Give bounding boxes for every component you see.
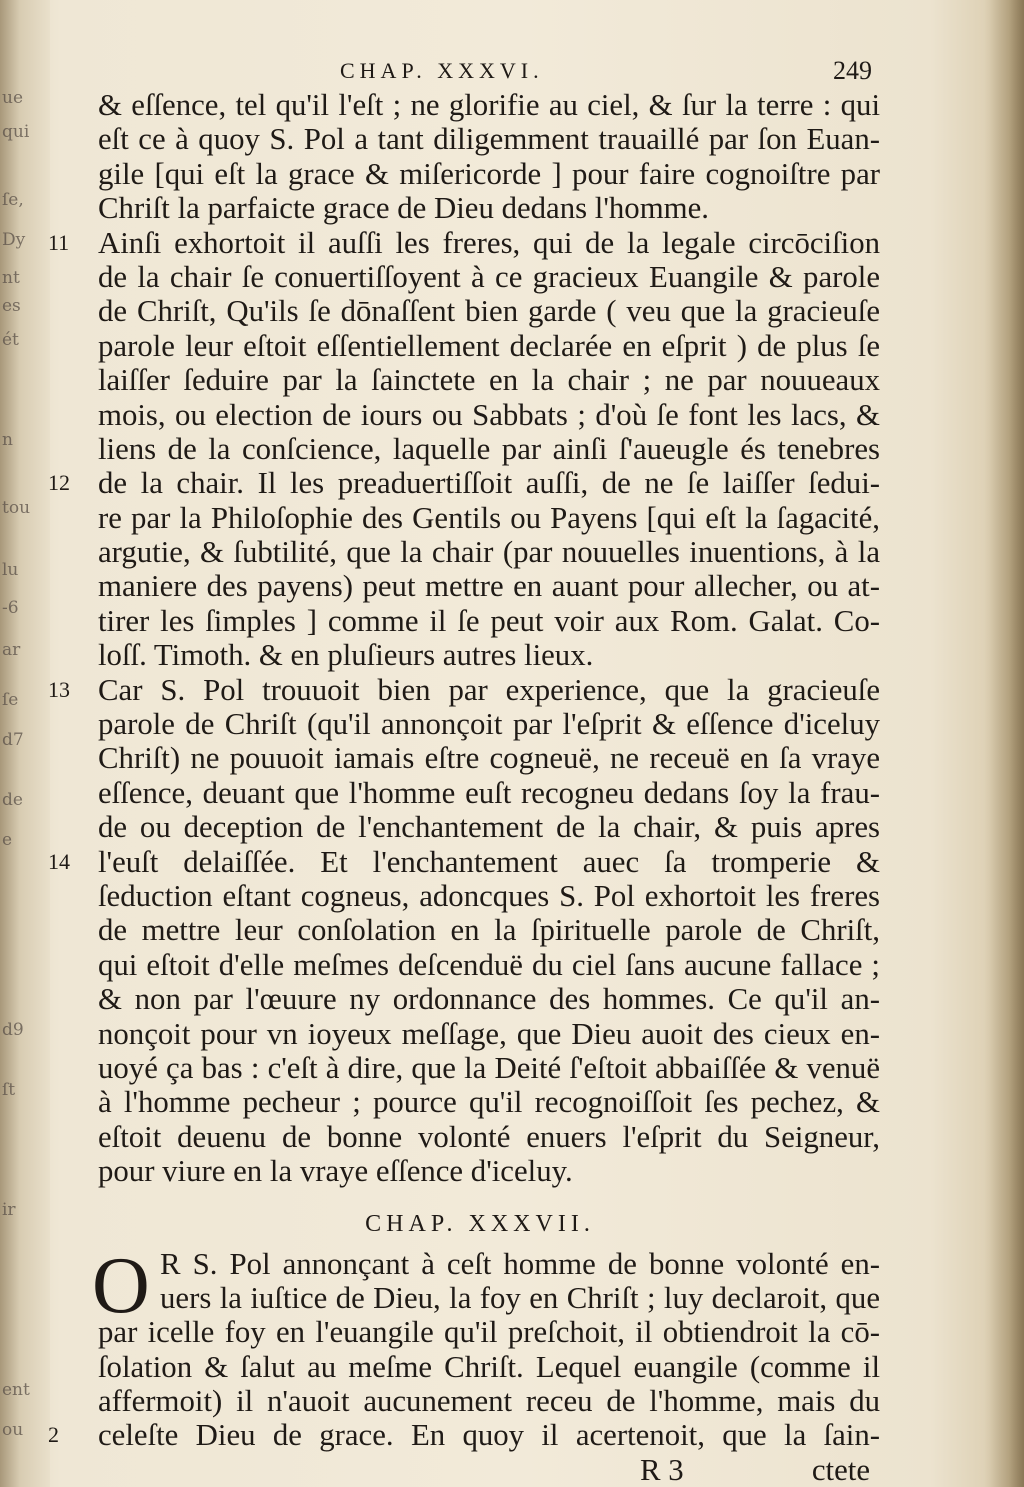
verse-number: 13 xyxy=(48,676,70,702)
line-text-right: Et l'enchantement auec ſa tromperie & xyxy=(320,844,881,879)
verse-number: 14 xyxy=(48,848,70,874)
facing-page-fragment: tou xyxy=(2,498,31,518)
text-line: Chriſt) ne pouuoit iamais eſtre cogneuë, ne receuë en ſa vraye xyxy=(98,741,880,776)
text-line: & eſſence, tel qu'il l'eſt ; ne glorifie au ciel, & ſur la terre : qui xyxy=(98,88,880,122)
facing-page-fragment: nt xyxy=(2,268,20,288)
text-line: argutie, & ſubtilité, que la chair (par nouuelles inuentions, à la xyxy=(98,535,880,570)
text-line: loſſ. Timoth. & en pluſieurs autres lieux. xyxy=(98,638,594,673)
facing-page-fragment: ſe, xyxy=(2,190,24,210)
text-line: Chriſt la parfaicte grace de Dieu dedans l'homme. xyxy=(98,191,709,226)
text-line: tirer les ſimples ] comme il ſe peut voir aux Rom. Galat. Co- xyxy=(98,603,880,638)
facing-page-fragment: ſt xyxy=(2,1080,16,1100)
facing-page-fragment: ue xyxy=(2,88,24,108)
line-text-left: celeſte Dieu de grace. xyxy=(98,1418,394,1453)
text-line: uoyé ça bas : c'eſt à dire, que la Deité ſ'eſtoit abbaiſſée & venuë xyxy=(98,1050,880,1085)
text-line: nonçoit pour vn ioyeux meſſage, que Dieu auoit des cieux en- xyxy=(98,1016,880,1051)
verse-number: 11 xyxy=(48,229,70,255)
text-line: pour viure en la vraye eſſence d'iceluy. xyxy=(98,1154,573,1189)
text-line: par icelle foy en l'euangile qu'il preſchoit, il obtiendroit la cō- xyxy=(98,1315,880,1350)
facing-page-fragment: ou xyxy=(2,1420,24,1440)
text-line: ſeduction eſtant cogneus, adoncques S. Pol exhortoit les freres xyxy=(98,878,880,913)
line-text: Car S. Pol trouuoit bien par experience, que la gracieuſe xyxy=(98,672,880,707)
text-line: laiſſer ſeduire par la ſainctete en la chair ; ne par nouueaux xyxy=(98,363,880,398)
text-line: mois, ou election de iours ou Sabbats ; d'où ſe font les lacs, & xyxy=(98,397,880,432)
text-block xyxy=(48,52,881,1487)
verse-number: 12 xyxy=(48,470,70,496)
text-line xyxy=(48,466,880,501)
facing-page-fragment: de xyxy=(2,790,23,810)
text-line xyxy=(48,672,880,707)
line-text-right: En quoy il acertenoit, que la ſain- xyxy=(410,1418,880,1453)
facing-page-fragment: ét xyxy=(2,330,19,350)
text-line: & non par l'œuure ny ordonnance des hommes. Ce qu'il an- xyxy=(98,982,880,1017)
text-line: eſtoit deuenu de bonne volonté enuers l'eſprit du Seigneur, xyxy=(98,1119,880,1154)
text-line: re par la Philoſophie des Gentils ou Payens [qui eſt la ſagacité, xyxy=(98,500,880,535)
facing-page-fragment: n xyxy=(2,430,13,450)
facing-page-fragment: e xyxy=(2,830,13,850)
signature-mark: R 3 xyxy=(640,1452,684,1487)
text-line: maniere des payens) peut mettre en auant pour allecher, ou at- xyxy=(98,569,880,604)
text-line: à l'homme pecheur ; pource qu'il recognoiſſoit ſes pechez, & xyxy=(98,1085,880,1120)
text-line: liens de la conſcience, laquelle par ainſi ſ'aueugle és tenebres xyxy=(98,431,880,466)
text-line xyxy=(48,1418,880,1453)
text-line xyxy=(48,844,881,879)
facing-page-fragment: ar xyxy=(2,640,21,660)
drop-cap: O xyxy=(92,1241,150,1330)
text-line: R S. Pol annonçant à ceſt homme de bonne volonté en- xyxy=(160,1246,880,1281)
line-text: Ainſi exhortoit il auſſi les freres, qui de la legale circōciſion xyxy=(98,225,880,260)
page-number: 249 xyxy=(833,56,872,85)
chapter-opening xyxy=(80,1241,880,1330)
text-line: ſolation & ſalut au meſme Chriſt. Lequel euangile (comme il xyxy=(98,1349,880,1384)
facing-page-fragment: ent xyxy=(2,1380,30,1400)
facing-page-fragment: lu xyxy=(2,560,19,580)
text-line: de la chair ſe conuertiſſoyent à ce gracieux Euangile & parole xyxy=(98,259,880,294)
verse-number: 2 xyxy=(48,1422,59,1448)
facing-page-fragment: ir xyxy=(2,1200,16,1220)
facing-page-fragment: d9 xyxy=(2,1020,24,1040)
text-line: qui eſtoit d'elle meſmes deſcenduë du ciel ſans aucune fallace ; xyxy=(98,947,880,982)
page-footer xyxy=(80,1453,880,1487)
page-edge xyxy=(984,0,1024,1487)
text-line xyxy=(48,225,880,260)
page-header xyxy=(80,52,880,88)
text-line: de ou deception de l'enchantement de la chair, & puis apres xyxy=(98,810,880,845)
line-text-right: Il les preaduertiſſoit auſſi, de ne ſe laiſſer ſedui- xyxy=(257,466,880,501)
text-line: parole de Chriſt (qu'il annonçoit par l'eſprit & eſſence d'iceluy xyxy=(98,707,880,742)
facing-page-fragment: Dy xyxy=(2,230,26,250)
text-line: de mettre leur conſolation en la ſpirituelle parole de Chriſt, xyxy=(98,913,880,948)
running-head: CHAP. XXXVI. xyxy=(340,58,544,83)
text-line: uers la iuſtice de Dieu, la foy en Chriſt ; luy declaroit, que xyxy=(160,1280,880,1315)
text-line: affermoit) il n'auoit aucunement receu de l'homme, mais du xyxy=(98,1384,880,1419)
text-line: gile [qui eſt la grace & miſericorde ] pour faire cognoiſtre par xyxy=(98,156,880,191)
facing-page-fragment: -6 xyxy=(2,598,19,618)
text-line: eſt ce à quoy S. Pol a tant diligemment trauaillé par ſon Euan- xyxy=(98,122,880,157)
text-line: eſſence, deuant que l'homme euſt recogneu dedans ſoy la frau- xyxy=(98,775,880,810)
text-line: parole leur eſtoit eſſentiellement declarée en eſprit ) de plus ſe xyxy=(98,328,880,363)
facing-page-fragment: qui xyxy=(2,122,30,142)
facing-page-fragment: d7 xyxy=(2,730,24,750)
catchword: ctete xyxy=(811,1452,870,1487)
text-line: de Chriſt, Qu'ils ſe dōnaſſent bien garde ( veu que la gracieuſe xyxy=(98,294,880,329)
line-text-left: de la chair. xyxy=(98,466,244,501)
facing-page-fragment: ſe xyxy=(2,690,19,710)
facing-page-fragment: es xyxy=(2,296,21,316)
line-text-left: l'euſt delaiſſée. xyxy=(98,844,296,879)
chapter-heading: CHAP. XXXVII. xyxy=(365,1210,595,1237)
